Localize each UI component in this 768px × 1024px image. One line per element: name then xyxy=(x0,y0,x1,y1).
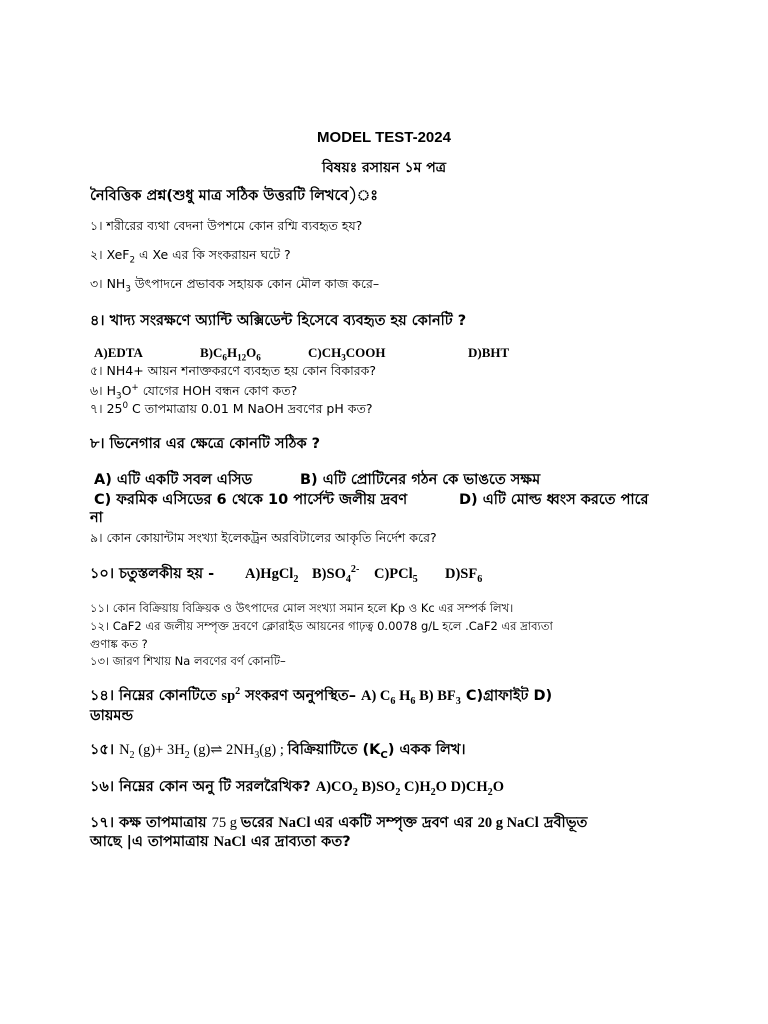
question-5: ৫। NH4+ আয়ন শনাক্তকরণে ব্যবহৃত হয় কোন বিকারক? xyxy=(90,363,377,378)
instruction-line: নৈবিত্তিক প্রশ্ন(শুধু মাত্র সঠিক উত্তরটি লিখবে)ঃ xyxy=(90,188,379,204)
option-b: $B)SO_4^{2-}$ xyxy=(312,564,360,585)
question-11: ১১। কোন বিক্রিয়ায় বিক্রিয়ক ও উৎপাদের মোল সংখ্যা সমান হলে Kp ও Kc এর সম্পর্ক লিখ। xyxy=(90,601,514,615)
page-title: MODEL TEST-2024 xyxy=(317,129,451,146)
option-c: $C)CH_3COOH$ xyxy=(308,345,386,363)
question-4: ৪। খাদ্য সংরক্ষণে অ্যান্টি অক্সিডেন্ট হিসেবে ব্যবহৃত হয় কোনটি ? xyxy=(90,313,467,329)
question-17-continued: আছে |এ তাপমাত্রায় NaCl এর দ্রাব্যতা কত? xyxy=(90,834,351,850)
question-7: ৭। $25^0$ C তাপমাত্রায় 0.01 M NaOH দ্রবণের pH কত? xyxy=(90,400,373,416)
question-9: ৯। কোন কোয়ান্টাম সংখ্যা ইলেকট্রন অরবিটালের আকৃতি নির্দেশ করে? xyxy=(90,530,437,545)
subject-line: বিষয়ঃ রসায়ন ১ম পত্র xyxy=(321,160,447,176)
option-b: B) এটি প্রোটিনের গঠন কে ভাঙতে সক্ষম xyxy=(300,472,541,488)
question-13: ১৩। জারণ শিখায় Na লবণের বর্ণ কোনটি– xyxy=(90,654,286,668)
question-2: ২। XeF$_2$ এ Xe এর কি সংকরায়ন ঘটে ? xyxy=(90,247,291,266)
question-12: ১২। CaF2 এর জলীয় সম্পৃক্ত দ্রবণে ক্লোরাইড আয়নের গাঢ়ত্ব 0.0078 g/L হলে .CaF2 এর দ্রাব্যতা xyxy=(90,619,553,633)
option-d: $D)SF_6$ xyxy=(445,566,483,585)
question-14-continued: ডায়মন্ড xyxy=(90,708,134,724)
question-15: ১৫। $N_2$ $(g)+ 3H_2$ (g)⇌ $2NH_3(g)$ ; বিক্রিয়াটিতে $(K_C)$ একক লিখ। xyxy=(90,742,466,761)
question-1: ১। শরীরের ব্যথা বেদনা উপশমে কোন রশ্মি ব্যবহৃত হয? xyxy=(90,218,363,233)
option-c: C)PCl$_5$ xyxy=(374,566,418,585)
question-8: ৮। ভিনেগার এর ক্ষেত্রে কোনটি সঠিক ? xyxy=(90,436,321,452)
option-d: D)BHT xyxy=(468,345,510,360)
question-17: ১৭। কক্ষ তাপমাত্রায় 75 g ভরের NaCl এর একটি সম্পৃক্ত দ্রবণ এর 20 g NaCl দ্রবীভূত xyxy=(90,815,588,831)
question-12-continued: গুণাঙ্ক কত ? xyxy=(90,637,148,651)
question-16: ১৬। নিম্নের কোন অনু টি সরলরৈখিক? $A)CO_2$ $B)SO_2$ $C)H_2O$ $D)CH_2O$ xyxy=(90,779,504,798)
option-b: $B)C_6H_{12}O_6$ xyxy=(200,345,261,363)
option-d: D) এটি মোল্ড ধ্বংস করতে পারে xyxy=(459,492,649,508)
option-a: A)EDTA xyxy=(94,345,143,360)
question-3: ৩। $NH_3$ উৎপাদনে প্রভাবক সহায়ক কোন মৌল কাজ করে– xyxy=(90,276,380,295)
option-a: A)HgCl$_2$ xyxy=(245,566,299,585)
document-page: MODEL TEST-2024 বিষয়ঃ রসায়ন ১ম পত্র নৈবিত্তিক প্রশ্ন(শুধু মাত্র সঠিক উত্তরটি লিখবে)ঃ ১। শরীরের ব্যথা বেদনা উপশমে কোন রশ্মি ব্যবহৃত হয? ২। XeF$_2$ এ Xe এর কি সংকরায়ন ঘটে ? ৩। $NH_3$ উৎপাদনে প্রভাবক সহায়ক কোন মৌল কাজ করে– ৪। খাদ্য সংরক্ষণে অ্যান্টি অক্সিডেন্ট হিসেবে ব্যবহৃত হয় কোনটি ? A)EDTA $B)C_6H_{12}O_6$ $C)CH_3COOH$ D)BHT ৫। NH4+ আয়ন শনাক্তকরণে ব্যবহৃত হয় কোন বিকারক? ৬। $H_3O^+$ যোগের HOH বন্ধন কোণ কত? ৭। $25^0$ C তাপমাত্রায় 0.01 M NaOH দ্রবণের pH কত? ৮। ভিনেগার এর ক্ষেত্রে কোনটি সঠিক ? A) এটি একটি সবল এসিড B) এটি প্রোটিনের গঠন কে ভাঙতে সক্ষম C) ফরমিক এসিডের 6 থেকে 10 পার্সেন্ট জলীয় দ্রবণ D) এটি মোল্ড ধ্বংস করতে পারে না ৯। কোন কোয়ান্টাম সংখ্যা ইলেকট্রন অরবিটালের আকৃতি নির্দেশ করে? ১০। চতুস্তলকীয় হয় - A)HgCl$_2$ $B)SO_4^{2-}$ C)PCl$_5$ $D)SF_6$ ১১। কোন বিক্রিয়ায় বিক্রিয়ক ও উৎপাদের মোল সংখ্যা সমান হলে Kp ও Kc এর সম্পর্ক লিখ। ১২। CaF2 এর জলীয় সম্পৃক্ত দ্রবণে ক্লোরাইড আয়নের গাঢ়ত্ব 0.0078 g/L হলে .CaF2 এর দ্রাব্যতা গুণাঙ্ক কত ? ১৩। জারণ শিখায় Na লবণের বর্ণ কোনটি– ১৪। নিম্নের কোনটিতে $sp^2$ সংকরণ অনুপস্থিত– A) $C_6$ $H_6$ B) $BF_3$ C)গ্রাফাইট D) ডায়মন্ড ১৫। $N_2$ $(g)+ 3H_2$ (g)⇌ $2NH_3(g)$ ; বিক্রিয়াটিতে $(K_C)$ একক লিখ। ১৬। নিম্নের কোন অনু টি সরলরৈখিক? $A)CO_2$ $B)SO_2$ $C)H_2O$ $D)CH_2O$ ১৭। কক্ষ তাপমাত্রায় 75 g ভরের NaCl এর একটি সম্পৃক্ত দ্রবণ এর 20 g NaCl দ্রবীভূত আছে |এ তাপমাত্রায় NaCl এর দ্রাব্যতা কত? xyxy=(0,0,768,1024)
option-a: A) এটি একটি সবল এসিড xyxy=(94,472,253,488)
question-14: ১৪। নিম্নের কোনটিতে $sp^2$ সংকরণ অনুপস্থিত– A) $C_6$ $H_6$ B) $BF_3$ C)গ্রাফাইট D) xyxy=(90,686,553,707)
question-8-option-d-continued: না xyxy=(90,510,103,526)
question-6: ৬। $H_3O^+$ যোগের HOH বন্ধন কোণ কত? xyxy=(90,382,298,402)
option-c: C) ফরমিক এসিডের 6 থেকে 10 পার্সেন্ট জলীয় দ্রবণ xyxy=(94,492,408,508)
